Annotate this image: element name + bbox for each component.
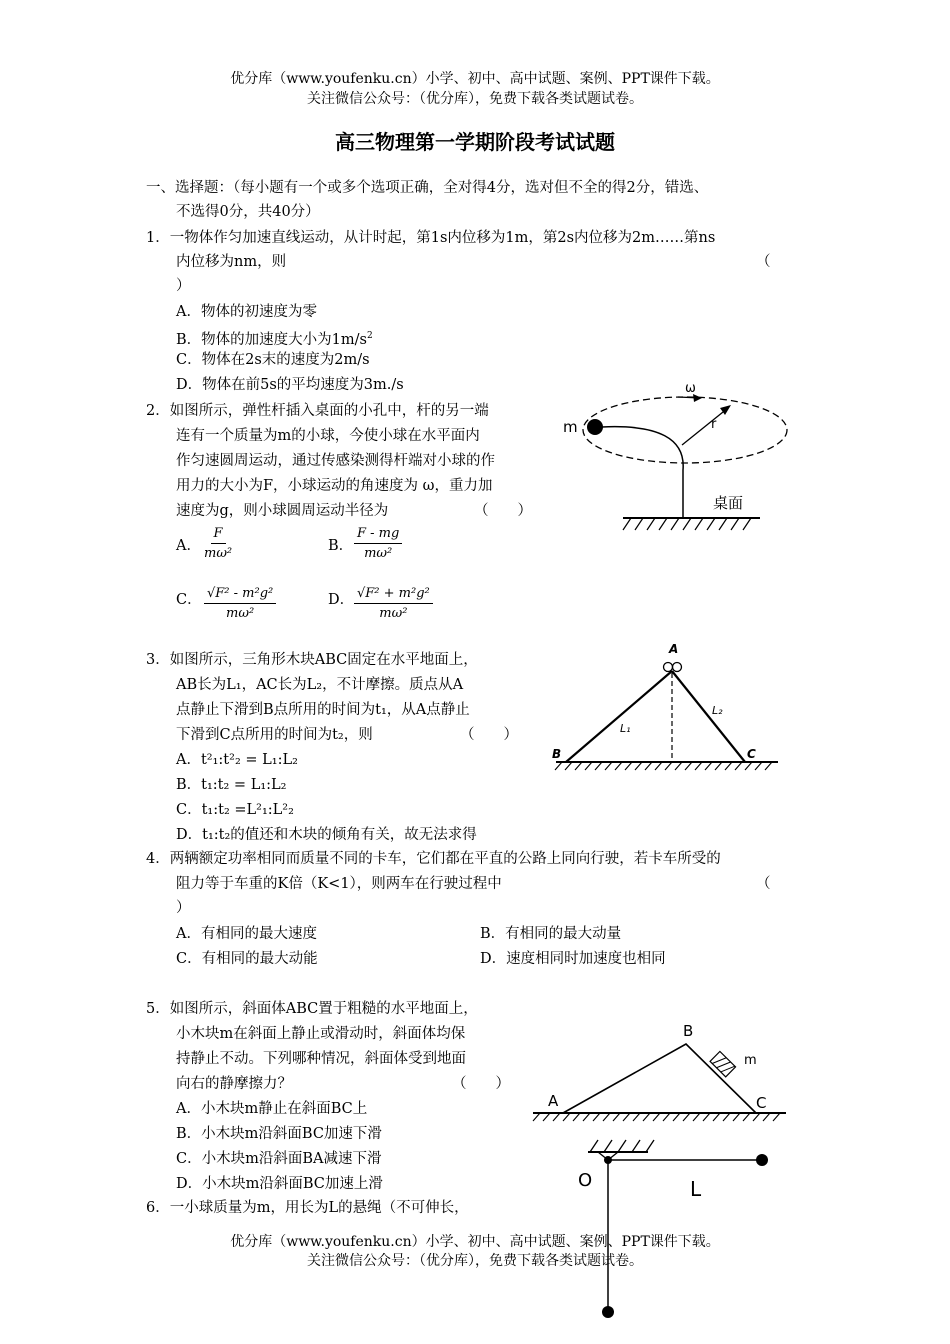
q2-radius-arrow — [682, 408, 728, 445]
q2-option-a-fraction — [204, 526, 232, 561]
q4-option-b: B．有相同的最大动量 — [480, 926, 622, 942]
q1-option-a: A．物体的初速度为零 — [176, 304, 317, 320]
q3-option-c: C．t₁:t₂ =L²₁:L²₂ — [176, 802, 294, 818]
q2-stem-line-1: 2．如图所示，弹性杆插入桌面的小孔中，杆的另一端 — [146, 403, 489, 419]
q1-paren-open: （ — [756, 254, 771, 270]
q3-label-a: A — [669, 642, 679, 656]
q2-stem-line-3: 作匀速圆周运动，通过传感染测得杆端对小球的作 — [176, 453, 495, 469]
q5-wedge — [563, 1044, 756, 1113]
q1-option-b-sup: 2 — [366, 331, 373, 341]
q4-option-a: A．有相同的最大速度 — [176, 926, 317, 942]
q3-stem-line-4: 下滑到C点所用的时间为t₂，则 — [176, 727, 373, 743]
q2-table-hatching — [623, 518, 751, 530]
q2-stem-line-2: 连有一个质量为m的小球，今使小球在水平面内 — [176, 428, 480, 444]
q6-pivot-support-left — [598, 1152, 608, 1160]
q2-option-c-numerator: √F² - m²g² — [204, 586, 276, 604]
q2-stem-line-4: 用力的大小为F，小球运动的角速度为 ω，重力加 — [176, 478, 493, 494]
q3-pulley-right — [673, 663, 682, 672]
q6-ball-horizontal — [756, 1154, 768, 1166]
q2-option-d-numerator: √F² + m²g² — [354, 586, 433, 604]
q5-stem-line-3: 持静止不动。下列哪种情况，斜面体受到地面 — [176, 1051, 466, 1067]
q2-answer-paren: （ ） — [474, 503, 532, 519]
q1-stem-line-2: 内位移为nm，则 — [176, 254, 287, 270]
q5-label-c: C — [756, 1094, 767, 1112]
q3-option-d: D．t₁:t₂的值还和木块的倾角有关，故无法求得 — [176, 827, 477, 843]
q5-option-a: A．小木块m静止在斜面BC上 — [176, 1101, 368, 1117]
q3-label-b: B — [552, 747, 562, 761]
q5-block — [710, 1051, 735, 1076]
q6-label-o: O — [578, 1170, 593, 1191]
q1-paren-close: ） — [176, 278, 191, 294]
q2-desk-label: 桌面 — [713, 494, 744, 512]
q4-stem-line-1: 4．两辆额定功率相同而质量不同的卡车，它们都在平直的公路上同向行驶，若卡车所受的 — [146, 851, 721, 867]
q2-option-c-denominator: mω² — [226, 606, 255, 621]
q2-option-d-denominator: mω² — [379, 606, 408, 621]
q3-option-a: A．t²₁:t²₂ = L₁:L₂ — [176, 752, 298, 768]
q3-ground-hatching — [555, 762, 772, 770]
q5-label-m: m — [744, 1053, 757, 1068]
header-line-1: 优分库（www.youfenku.cn）小学、初中、高中试题、案例、PPT课件下载。 — [230, 71, 720, 87]
q2-option-d-fraction — [354, 586, 433, 621]
q2-option-b-fraction — [354, 526, 402, 561]
q5-option-c: C．小木块m沿斜面BA减速下滑 — [176, 1151, 382, 1167]
page-title: 高三物理第一学期阶段考试试题 — [335, 130, 615, 154]
q2-option-b-label: B． — [328, 538, 354, 554]
q3-stem-line-3: 点静止下滑到B点所用的时间为t₁，从A点静止 — [176, 702, 470, 718]
q3-stem-line-1: 3．如图所示，三角形木块ABC固定在水平地面上， — [146, 652, 478, 668]
q5-answer-paren: （ ） — [452, 1076, 510, 1092]
q5-option-d: D．小木块m沿斜面BC加速上滑 — [176, 1176, 383, 1192]
footer-line-1: 优分库（www.youfenku.cn）小学、初中、高中试题、案例、PPT课件下载。 — [230, 1234, 720, 1250]
q5-option-b: B．小木块m沿斜面BC加速下滑 — [176, 1126, 382, 1142]
q2-option-a-denominator: mω² — [204, 546, 233, 561]
q3-side-ab — [566, 671, 672, 762]
q4-paren-close: ） — [176, 900, 191, 916]
q2-option-b-numerator: F - mg — [354, 526, 402, 544]
q2-elastic-rod — [602, 427, 683, 518]
q2-option-a-numerator: F — [211, 526, 226, 544]
q2-option-b-denominator: mω² — [364, 546, 393, 561]
q3-label-c: C — [747, 747, 756, 761]
q2-mass-label: m — [563, 418, 578, 436]
q3-answer-paren: （ ） — [460, 727, 518, 743]
q5-stem-line-1: 5．如图所示，斜面体ABC置于粗糙的水平地面上， — [146, 1001, 478, 1017]
q6-ball-bottom — [602, 1306, 614, 1318]
q3-label-l1: L₁ — [620, 722, 631, 735]
q3-option-b: B．t₁:t₂ = L₁:L₂ — [176, 777, 287, 793]
q2-radius-label: r — [711, 417, 717, 432]
q2-option-a-label: A． — [176, 538, 201, 554]
q6-pivot-support-right — [608, 1152, 618, 1160]
q2-stem-line-5: 速度为g，则小球圆周运动半径为 — [176, 503, 389, 519]
footer-line-2: 关注微信公众号：（优分库），免费下载各类试题试卷。 — [307, 1253, 643, 1269]
q6-ceiling-hatching — [590, 1140, 654, 1152]
q2-orbit-ellipse — [583, 397, 787, 463]
q5-figure-incline — [528, 1012, 793, 1127]
q5-label-a: A — [548, 1092, 559, 1110]
q5-stem-line-2: 小木块m在斜面上静止或滑动时，斜面体均保 — [176, 1026, 466, 1042]
q5-label-b: B — [683, 1022, 694, 1040]
header-line-2: 关注微信公众号：（优分库），免费下载各类试题试卷。 — [307, 91, 643, 107]
q2-ball — [587, 419, 603, 435]
q3-pulley-left — [664, 663, 673, 672]
q3-figure-triangle-block — [548, 640, 783, 775]
q5-stem-line-4: 向右的静摩擦力？ — [176, 1076, 292, 1092]
q6-stem-line-1: 6．一小球质量为m，用长为L的悬绳（不可伸长， — [146, 1200, 469, 1216]
q4-option-c: C．有相同的最大动能 — [176, 951, 318, 967]
section-heading-line-1: 一、选择题：（每小题有一个或多个选项正确，全对得4分，选对但不全的得2分，错选、 — [146, 180, 709, 196]
q5-ground-hatching — [533, 1113, 780, 1121]
section-heading-line-2: 不选得0分，共40分） — [176, 204, 320, 220]
q2-omega-label: ω — [685, 381, 696, 396]
q6-figure-pendulum — [568, 1130, 778, 1330]
q1-option-b: B．物体的加速度大小为$1m/s^2$ — [176, 331, 373, 348]
q3-label-l2: L₂ — [712, 704, 723, 717]
q4-option-d: D．速度相同时加速度也相同 — [480, 951, 666, 967]
q4-stem-line-2: 阻力等于车重的K倍（K<1），则两车在行驶过程中 — [176, 876, 502, 892]
q2-option-d-label: D． — [328, 592, 355, 608]
q2-option-c-label: C． — [176, 592, 202, 608]
q3-stem-line-2: AB长为L₁，AC长为L₂，不计摩擦。质点从A — [176, 677, 464, 693]
q1-stem-line-1: 1．一物体作匀加速直线运动，从计时起，第1s内位移为1m，第2s内位移为2m……第ns — [146, 230, 716, 246]
q1-option-c: C．物体在2s末的速度为2m/s — [176, 352, 370, 368]
q6-label-l: L — [690, 1177, 702, 1201]
q2-option-c-fraction — [204, 586, 276, 621]
q1-option-d: D．物体在前5s的平均速度为3m./s — [176, 377, 404, 393]
q4-paren-open: （ — [756, 876, 771, 892]
q3-side-ac — [672, 671, 745, 762]
q2-figure-elastic-rod — [555, 375, 800, 535]
